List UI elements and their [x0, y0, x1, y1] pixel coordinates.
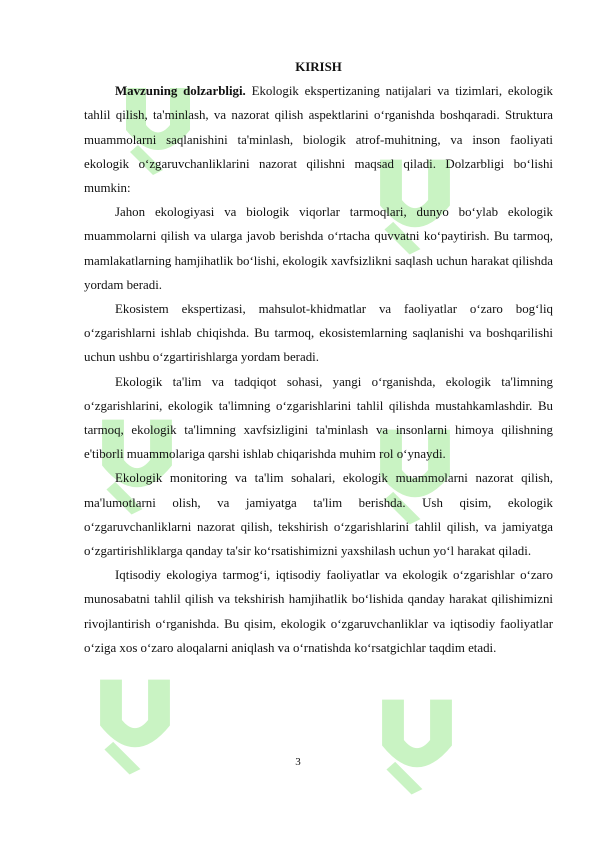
- intro-text: Ekologik ekspertizaning natijalari va tizimlari, ekologik tahlil qilish, ta'minlash, va nazorat qilish aspektlarini o‘rganishda boshqaradi. Struktura muammolarni saqlanishini ta'minlash, biologik atrof-muhitning, va inson faoliyati ekologik o‘zgaruvchanliklarini nazorat qilishni maqsad qiladi. Dolzarbligi bo‘lishi mumkin:: [84, 84, 553, 196]
- paragraph-2: Ekosistem ekspertizasi, mahsulot-khidmatlar va faoliyatlar o‘zaro bog‘liq o‘zgarishlarni ishlab chiqishda. Bu tarmoq, ekosistemlarning saqlanishi va boshqarilishi uchun ushbu o‘zgartirishlarga yordam beradi.: [84, 302, 553, 365]
- paragraph-4: Ekologik monitoring va ta'lim sohalari, ekologik muammolarni nazorat qilish, ma'lumotlarni olish, va jamiyatga ta'lim berishda. Ush qisim, ekologik o‘zgaruvchanliklarni nazorat qilish, tekshirish o‘zgarishlarini tahlil qilish, va jamiyatga o‘zgartirishliklarga qanday ta'sir ko‘rsatishimizni yaxshilash uchun yo‘l harakat qiladi.: [84, 471, 553, 559]
- paragraph-3: Ekologik ta'lim va tadqiqot sohasi, yangi o‘rganishda, ekologik ta'limning o‘zgarishlarini, ekologik ta'limning o‘zgarishlarini tahlil qilishda mustahkamlashdir. Bu tarmoq, ekologik ta'limning xavfsizligini ta'minlash va insonlarni himoya qilishning e'tiborli muammolariga qarshi ishlab chiqarishda muhim rol o‘ynaydi.: [84, 374, 553, 462]
- paragraph-5: Iqtisodiy ekologiya tarmog‘i, iqtisodiy faoliyatlar va ekologik o‘zgarishlar o‘zaro munosabatni tahlil qilish va tekshirish hamjihatlik bo‘lishida qanday harakat qilishimizni rivojlantirish o‘rganishda. Bu qisim, ekologik o‘zgaruvchanliklar va iqtisodiy faoliyatlar o‘ziga xos o‘zaro aloqalarni aniqlash va o‘rnatishda ko‘rsatgichlar taqdim etadi.: [84, 568, 553, 655]
- watermark-logo-icon: [362, 680, 472, 800]
- intro-heading: Mavzuning dolzarbligi.: [115, 84, 246, 99]
- page-title: KIRISH: [295, 60, 342, 74]
- document-body: [84, 55, 553, 660]
- intro-paragraph: [84, 79, 553, 200]
- page-number: 3: [295, 756, 301, 768]
- paragraph-1: Jahon ekologiyasi va biologik viqorlar tarmoqlari, dunyo bo‘ylab ekologik muammolarni qilish va ularga javob berishda o‘rtacha quvvatni ko‘paytirish. Bu tarmoq, mamlakatlarning hamjihatlik bo‘lishi, ekologik xavfsizlikni saqlash uchun harakat qilishda yordam beradi.: [84, 205, 553, 292]
